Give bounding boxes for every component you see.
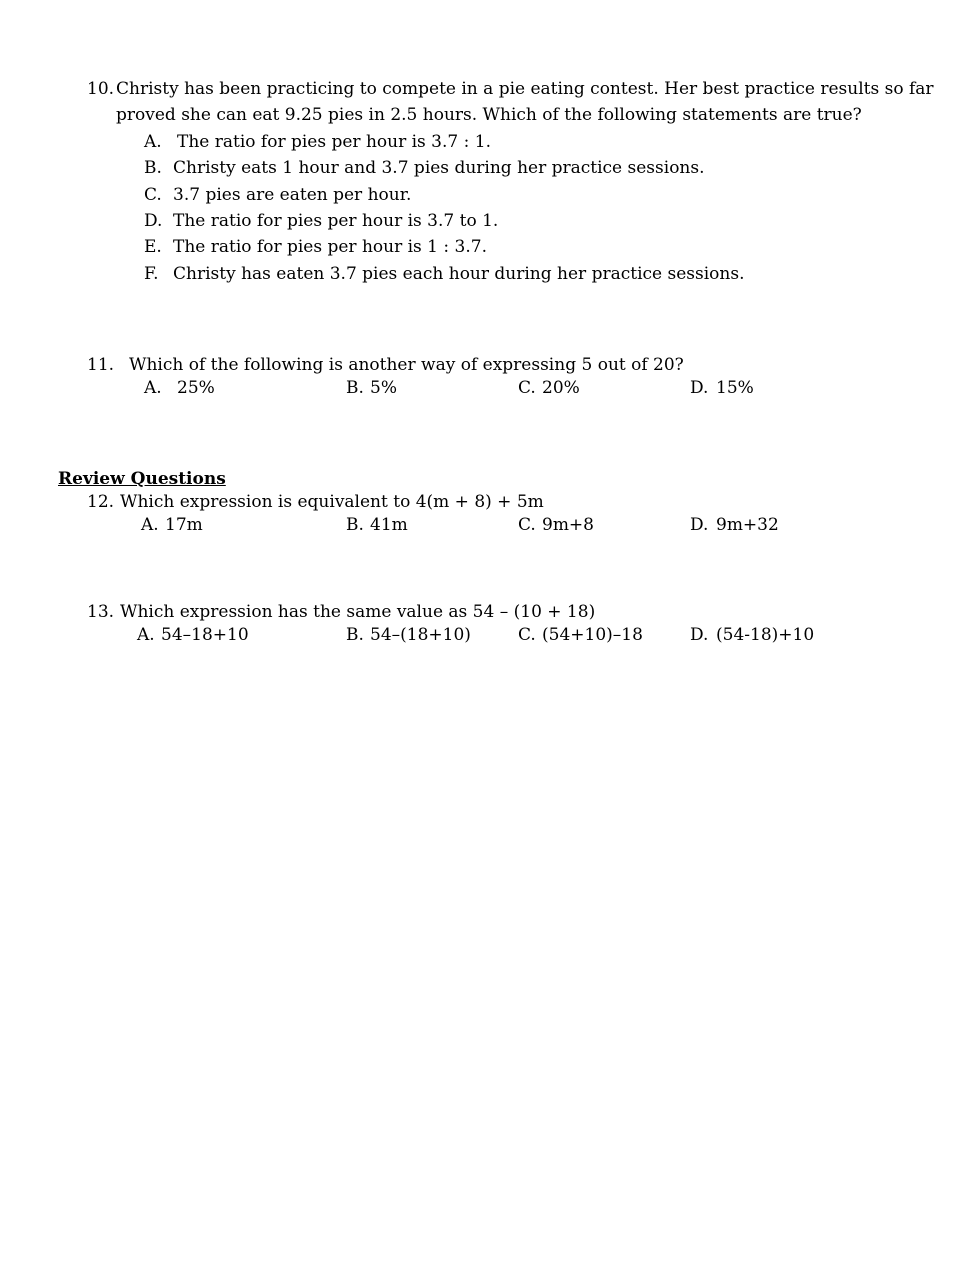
question-stem: Which of the following is another way of expressing 5 out of 20? (129, 355, 684, 375)
option-letter: E. (144, 237, 162, 257)
option-letter: D. (144, 211, 163, 231)
question-number: 13. (87, 602, 115, 622)
section-heading: Review Questions (58, 469, 226, 489)
option-text: 20% (542, 378, 580, 398)
option-letter: A. (144, 378, 162, 398)
option-text: (54+10)–18 (542, 625, 643, 645)
option-text: The ratio for pies per hour is 1 : 3.7. (173, 237, 487, 257)
option-letter: D. (690, 515, 709, 535)
option-text: Christy eats 1 hour and 3.7 pies during her practice sessions. (173, 158, 705, 178)
question-stem: Which expression has the same value as 54 – (10 + 18) (120, 602, 596, 622)
option-text: 17m (165, 515, 203, 535)
option-letter: A. (144, 132, 162, 152)
option-letter: F. (144, 264, 159, 284)
option-letter: C. (518, 378, 536, 398)
option-letter: B. (346, 625, 364, 645)
option-letter: C. (518, 515, 536, 535)
option-text: 5% (370, 378, 397, 398)
option-letter: B. (346, 378, 364, 398)
option-text: 54–18+10 (161, 625, 249, 645)
option-text: 54–(18+10) (370, 625, 471, 645)
option-text: The ratio for pies per hour is 3.7 : 1. (177, 132, 491, 152)
question-stem-line2: proved she can eat 9.25 pies in 2.5 hours. Which of the following statements are true? (116, 105, 862, 125)
question-number: 10. (87, 79, 115, 99)
option-letter: D. (690, 625, 709, 645)
question-number: 12. (87, 492, 115, 512)
option-text: 9m+32 (716, 515, 779, 535)
option-text: (54-18)+10 (716, 625, 815, 645)
question-stem-line1: Christy has been practicing to compete in a pie eating contest. Her best practice results so far (116, 79, 934, 99)
option-text: 15% (716, 378, 754, 398)
option-letter: A. (141, 515, 159, 535)
option-letter: D. (690, 378, 709, 398)
option-letter: B. (144, 158, 162, 178)
option-text: 3.7 pies are eaten per hour. (173, 185, 412, 205)
option-text: 25% (177, 378, 215, 398)
option-text: 9m+8 (542, 515, 594, 535)
option-letter: A. (137, 625, 155, 645)
option-letter: C. (144, 185, 162, 205)
question-number: 11. (87, 355, 115, 375)
option-text: 41m (370, 515, 408, 535)
option-text: The ratio for pies per hour is 3.7 to 1. (173, 211, 499, 231)
question-stem: Which expression is equivalent to 4(m + 8) + 5m (120, 492, 544, 512)
option-letter: B. (346, 515, 364, 535)
option-letter: C. (518, 625, 536, 645)
option-text: Christy has eaten 3.7 pies each hour during her practice sessions. (173, 264, 745, 284)
